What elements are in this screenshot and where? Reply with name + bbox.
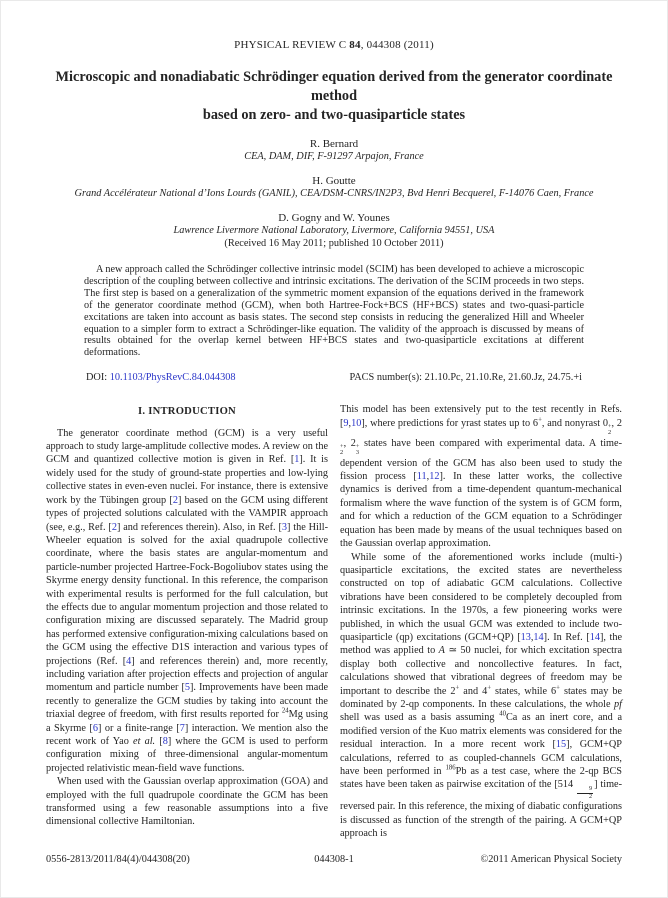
journal-issue-info: , 044308 (2011)	[360, 39, 434, 51]
superscript: 24	[281, 707, 289, 715]
doi-entry	[86, 372, 236, 383]
paper-title-line1: Microscopic and nonadiabatic Schrödinger equation derived from the generator coordinate method	[55, 69, 613, 104]
paragraph: This model has been extensively put to the test recently in Refs. [9,10], where predictions for yrast states up to 6+, and nonyrast 0 + 2 , 2 + 2 , 2 + 3 states have been compared with experimental data. A time-dependent version of the GCM has also been used to study the fission process [11,12]. In these latter works, the collective dynamics is derived from a time-dependent quantum-mechanical formalism where the wave function of the system is of GCM form, and for which a reduction of the GCM equation to a Schrödinger equation has been made by means of the usual techniques based on the Gaussian overlap approximation.	[340, 404, 623, 550]
copyright-notice: ©2011 American Physical Society	[480, 854, 622, 865]
paragraph: When used with the Gaussian overlap approximation (GOA) and employed with the full quadrupole coordinate the GCM has been transformed using a few reasonable assumptions into a five dimensional collective Hamiltonian.	[46, 776, 328, 828]
journal-name: PHYSICAL REVIEW C	[234, 39, 350, 51]
stacked-sub-superscript: + 2	[607, 422, 612, 437]
right-column	[340, 403, 622, 840]
section-heading-introduction: I. INTRODUCTION	[138, 406, 236, 418]
reference-link[interactable]: 2	[172, 494, 178, 506]
author-name: R. Bernard	[309, 138, 359, 150]
author-affiliation: Lawrence Livermore National Laboratory, Livermore, California 94551, USA	[173, 225, 495, 236]
stacked-sub-superscript: + 3	[355, 442, 360, 457]
superscript: +	[538, 416, 542, 424]
reference-link[interactable]: 9	[343, 417, 349, 429]
author-name: D. Gogny and W. Younes	[278, 212, 390, 224]
reference-link[interactable]: 3	[281, 521, 287, 533]
superscript: +	[556, 684, 560, 692]
superscript: 186	[445, 764, 456, 772]
journal-masthead	[46, 39, 622, 51]
reference-link[interactable]: 5	[184, 682, 190, 694]
author-group-3	[46, 212, 622, 236]
author-group-1	[46, 138, 622, 162]
reference-link[interactable]: 1	[294, 454, 300, 466]
author-affiliation: Grand Accélérateur National d’Ions Lourds (GANIL), CEA/DSM-CNRS/IN2P3, Bvd Henri Becquerel, F-14076 Caen, France	[74, 188, 594, 199]
superscript: +	[487, 684, 492, 692]
reference-link[interactable]: 7	[179, 722, 185, 734]
reference-link[interactable]: 14	[589, 631, 600, 643]
paper-title	[46, 68, 622, 125]
journal-volume: 84	[349, 39, 361, 51]
reference-link[interactable]: 15	[555, 739, 567, 751]
reference-link[interactable]: 8	[162, 736, 168, 747]
author-group-2	[46, 175, 622, 199]
reference-link[interactable]: 12	[429, 471, 440, 483]
received-dates: (Received 16 May 2011; published 10 October 2011)	[224, 238, 444, 249]
italic-text: A	[438, 645, 445, 657]
reference-link[interactable]: 13	[520, 631, 531, 643]
doi-link[interactable]: 10.1103/PhysRevC.84.044308	[109, 372, 236, 384]
abstract-text: A new approach called the Schrödinger collective intrinsic model (SCIM) has been developed to achieve a microscopic description of the coupling between collective and intrinsic excitations. The derivation of the SCIM proceeds in two steps. The first step is based on a generalization of the symmetric moment expansion of the equations derived in the framework of the generator coordinate method (GCM), when both Hartree-Fock+BCS (HF+BCS) states and two-quasi-particle excitations are taken into account as basis states. The second step consists in reducing the generalized Hill and Wheeler equation to a simpler form to extract a Schrödinger-like equation. The validity of the approach is discussed by means of results obtained for the overlap kernel between HF+BCS states and two-quasiparticle excitations at different deformations.	[84, 264, 584, 359]
page-number: 044308-1	[314, 854, 354, 865]
author-name: H. Goutte	[312, 175, 356, 187]
reference-link[interactable]: 4	[126, 655, 132, 667]
doi-pacs-line	[86, 372, 582, 383]
left-column	[46, 403, 328, 840]
paragraph: The generator coordinate method (GCM) is a very useful approach to study large-amplitude collective modes. A review on the GCM and quantized collective motion is given in Ref. [1]. It is widely used for the study of ground-state properties and low-lying collective states in even-even nuclei. For instance, there is extensive work by the Tübingen group [2] based on the GCM using different types of projected solutions calculated with the VAMPIR approach (see, e.g., Ref. [2] and references therein). Also, in Ref. [3] the Hill-Wheeler equation is solved for the axial quadrupole collective coordinate, where the basis states are angular-momentum and particle-number projected Hartree-Fock-Bogoliubov states using the Skyrme energy density functional. In this reference, the comparison with experimental results is performed for the full calculation, but the effects due to angular momentum projection and those related to configuration mixing are discussed separately. The Madrid group has performed extensive configuration-mixing calculations based on the GCM using the effective D1S interaction and various types of projections (Ref. [4] and references therein) and, more recently, including variation after projection effects and projection of angular momentum and particle number [5]. Improvements have been made recently to generalize the GCM studies by taking into account the triaxial degree of freedom, with first results reported for $^{24}$Mg using a Skyrme [6] or a finite-range [7] interaction. We mention also the recent work of Yao et al. [8] where the GCM is used to perform configuration mixing of three-dimensional angular-momentum projected relativistic mean-field wave functions.	[46, 427, 329, 774]
pacs-numbers: PACS number(s): 21.10.Pc, 21.10.Re, 21.60.Jz, 24.75.+i	[349, 372, 582, 384]
author-affiliation: CEA, DAM, DIF, F-91297 Arpajon, France	[244, 151, 424, 162]
doi-label: DOI:	[86, 372, 108, 384]
page-footer	[46, 854, 622, 865]
reference-link[interactable]: 11	[416, 471, 427, 483]
stacked-sub-superscript: + 2	[340, 442, 344, 457]
right-column-paragraphs	[340, 403, 622, 840]
superscript: +	[455, 684, 460, 692]
italic-text: et al.	[133, 736, 156, 747]
paper-title-line2: based on zero- and two-quasiparticle states	[202, 107, 466, 123]
issn-code: 0556-2813/2011/84(4)/044308(20)	[46, 854, 190, 865]
reference-link[interactable]: 14	[533, 631, 544, 643]
reference-link[interactable]: 2	[111, 521, 117, 533]
reference-link[interactable]: 6	[92, 722, 98, 734]
fraction: $\frac{9}{2}$	[577, 786, 593, 800]
reference-link[interactable]: 10	[351, 417, 362, 429]
two-column-body	[46, 403, 622, 840]
paragraph: While some of the aforementioned works include (multi-) quasiparticle excitations, the excited states are nevertheless constructed on top of adiabatic GCM calculations. Collective vibrations have been considered to be completely decoupled from intrinsic excitations. In the 1970s, a few pioneering works were published, in which the usual GCM was extended to include two-quasiparticle (qp) excitations (GCM+QP) [13,14]. In Ref. [14], the method was applied to A ≃ 50 nuclei, for which excitation spectra display both collective and noncollective features. In fact, calculations showed that vibrational degrees of freedom may be important to describe the 2+ and 4+ states, while 6+ states may be dominated by 2-qp components. In these calculations, the whole pf shell was used as a basis assuming $^{40}$Ca as an inert core, and a modified version of the Kuo matrix elements was considered for the residual interaction. In a more recent work [15], GCM+QP calculations, referred to as coupled-channels GCM calculations, have been performed in $^{186}$Pb as a test case, where the 2-qp BCS states have been taken as pairwise excitation of the [514 $\frac{9}{2}$ ] time-reversed pair. In this reference, the mixing of diabatic configurations is discussed as function of the strength of the pairing. A GCM+QP approach is	[340, 551, 623, 840]
italic-text: pf	[614, 698, 622, 710]
superscript: 40	[499, 710, 506, 718]
left-column-paragraphs	[46, 427, 328, 829]
